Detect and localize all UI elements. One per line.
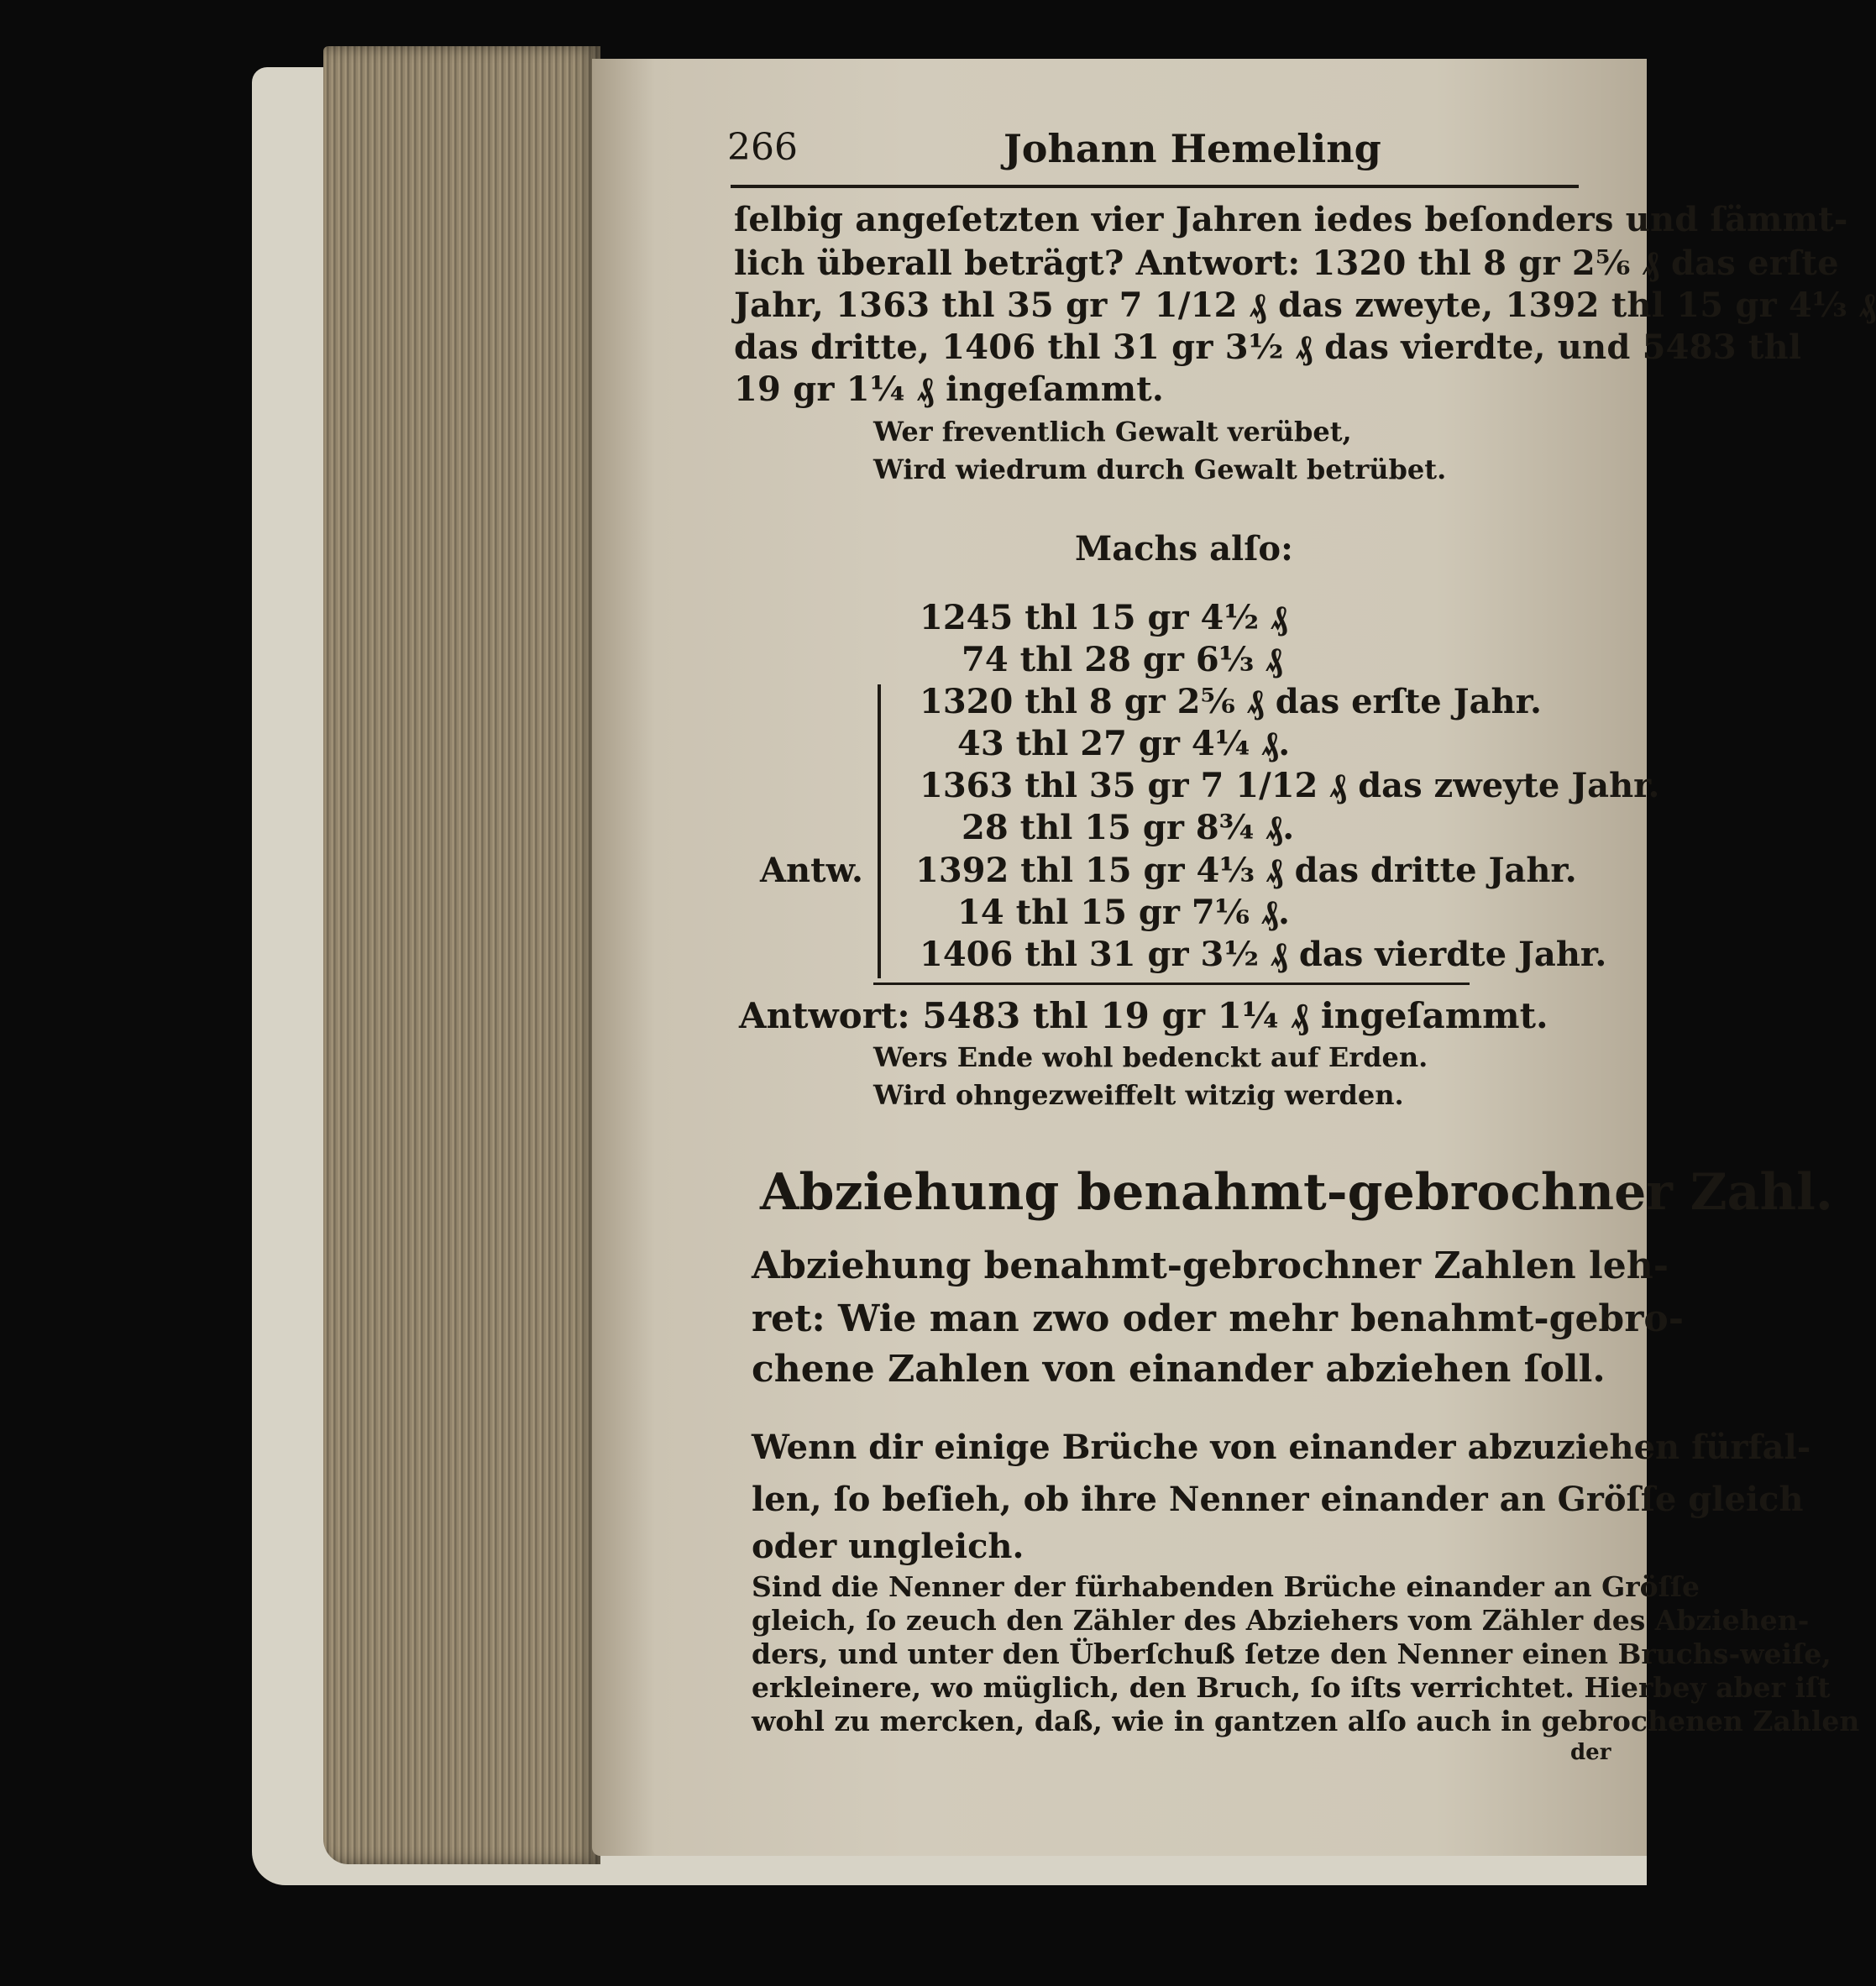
calc-line: 1320 thl 8 gr 2⅚ ₰ das erſte Jahr. — [920, 682, 1542, 721]
body-line: ſelbig angeſetzten vier Jahren iedes beſonders und ſämmt‑ — [734, 200, 1848, 239]
calc-line: 1406 thl 31 gr 3½ ₰ das vierdte Jahr. — [920, 935, 1607, 974]
calc-heading: Machs alſo: — [1075, 529, 1293, 569]
page-edges — [323, 46, 600, 1864]
body-line: Jahr, 1363 thl 35 gr 7 1/12 ₰ das zweyte, 1392 thl 15 gr 4⅓ ₰ — [734, 286, 1876, 325]
calc-line: 43 thl 27 gr 4¼ ₰. — [957, 724, 1291, 763]
rule-line: ders, und unter den Überſchuß ſetze den Nenner einen Bruchs‑weiſe, — [752, 1638, 1831, 1670]
header-rule — [731, 185, 1579, 188]
answer-total: Antwort: 5483 thl 19 gr 1¼ ₰ ingeſammt. — [739, 995, 1548, 1036]
intro-line: Abziehung benahmt‑gebrochner Zahlen leh‑ — [752, 1245, 1669, 1287]
running-title: Johann Hemeling — [1004, 126, 1381, 171]
calc-line: 28 thl 15 gr 8¾ ₰. — [962, 808, 1295, 847]
verse-line: Wer freventlich Gewalt verübet, — [873, 416, 1352, 448]
answer-label: Antw. — [760, 851, 863, 890]
body-line: lich überall beträgt? Antwort: 1320 thl 8 gr 2⅚ ₰ das erſte — [734, 244, 1839, 283]
calc-line: 1363 thl 35 gr 7 1/12 ₰ das zweyte Jahr. — [920, 766, 1660, 805]
calc-line: 1392 thl 15 gr 4⅓ ₰ das dritte Jahr. — [915, 851, 1577, 890]
verse-line: Wird ohngezweiffelt witzig werden. — [873, 1079, 1404, 1111]
rule-line: gleich, ſo zeuch den Zähler des Abziehers vom Zähler des Abziehen‑ — [752, 1604, 1810, 1637]
para-line: len, ſo beſieh, ob ihre Nenner einander an Gröſſe gleich — [752, 1480, 1804, 1519]
rule-line: erkleinere, wo müglich, den Bruch, ſo iſts verrichtet. Hierbey aber iſt — [752, 1671, 1831, 1704]
body-line: das dritte, 1406 thl 31 gr 3½ ₰ das vierdte, und 5483 thl — [734, 328, 1802, 367]
verse-line: Wird wiedrum durch Gewalt betrübet. — [873, 453, 1447, 485]
intro-line: ret: Wie man zwo oder mehr benahmt‑gebro‑ — [752, 1297, 1684, 1340]
rule-line: Sind die Nenner der fürhabenden Brüche einander an Gröſſe — [752, 1570, 1700, 1603]
catchword: der — [1570, 1740, 1611, 1765]
para-line: Wenn dir einige Brüche von einander abzuziehen fürfal‑ — [752, 1428, 1811, 1467]
calc-line: 74 thl 28 gr 6⅓ ₰ — [962, 640, 1282, 679]
page-number: 266 — [727, 126, 798, 169]
answer-brace — [878, 684, 896, 978]
intro-line: chene Zahlen von einander abziehen ſoll. — [752, 1348, 1606, 1391]
sum-rule — [873, 983, 1470, 985]
calc-line: 14 thl 15 gr 7⅙ ₰. — [957, 893, 1290, 932]
para-line: oder ungleich. — [752, 1527, 1024, 1566]
section-title: Abziehung benahmt‑gebrochner Zahl. — [760, 1163, 1833, 1222]
calc-line: 1245 thl 15 gr 4½ ₰ — [920, 598, 1287, 637]
body-line: 19 gr 1¼ ₰ ingeſammt. — [734, 369, 1165, 409]
verse-line: Wers Ende wohl bedenckt auf Erden. — [873, 1041, 1428, 1073]
rule-line: wohl zu mercken, daß, wie in gantzen alſo auch in gebrochenen Zahlen — [752, 1705, 1860, 1737]
